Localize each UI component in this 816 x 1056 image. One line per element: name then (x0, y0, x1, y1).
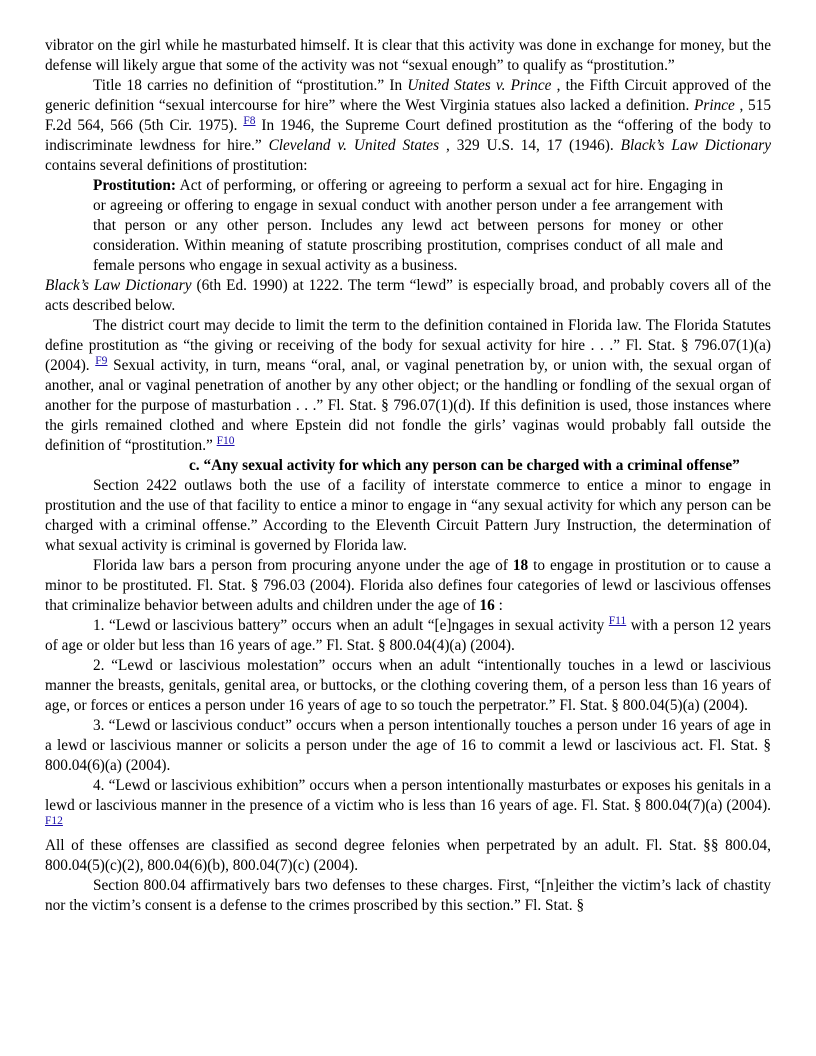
case-name: Prince (694, 97, 735, 114)
case-name: United States v. Prince (407, 77, 552, 94)
footnote-link-f10[interactable]: F10 (216, 435, 235, 447)
paragraph-defenses: Section 800.04 affirmatively bars two defenses to these charges. First, “[n]either the victim’s lack of chastity nor the victim’s consent is a defense to the crimes proscribed by this section.” Fl. Stat. § (45, 877, 771, 914)
list-item-3: 3. “Lewd or lascivious conduct” occurs when a person intentionally touches a person under 16 years of age in a lewd or lascivious manner or solicits a person under the age of 16 to commit a lewd or lascivious act. Fl. Stat. § 800.04(6)(a) (2004). (45, 717, 771, 774)
paragraph-section-2422: Section 2422 outlaws both the use of a facility of interstate commerce to entice a minor to engage in prostitution and the use of that facility to entice a minor to engage in “any sexual activity for which any person can be charged with a criminal offense.” According to the Eleventh Circuit Pattern Jury Instruction, the determination of what sexual activity is criminal is governed by Florida law. (45, 477, 771, 554)
section-heading: c. “Any sexual activity for which any person can be charged with a criminal offense” (189, 457, 740, 474)
footnote-link-f12[interactable]: F12 (45, 815, 63, 827)
dictionary-title: Black’s Law Dictionary (45, 277, 192, 294)
paragraph-citation: Black’s Law Dictionary (6th Ed. 1990) at 1222. The term “lewd” is especially broad, and probably covers all of the acts described below. (45, 277, 771, 314)
footnote-link-f9[interactable]: F9 (95, 355, 108, 367)
list-item-1: 1. “Lewd or lascivious battery” occurs when an adult “[e]ngages in sexual activity $^{F11}$ with a person 12 years of age or older but less than 16 years of age.” Fl. Stat. § 800.04(4)(a) (2004). (45, 615, 771, 654)
document-page (45, 36, 771, 916)
paragraph-florida-definition: The district court may decide to limit the term to the definition contained in Florida law. The Florida Statutes define prostitution as “the giving or receiving of the body for sexual activity for hire . . .” Fl. Stat. § 796.07(1)(a) (2004). $^{F9}$ Sexual activity, in turn, means “oral, anal, or vaginal penetration by, or union with, the sexual organ of another, anal or vaginal penetration of another by any other object; or the handling or fondling of the sexual organ of another for the purpose of masturbation . . .” Fl. Stat. § 796.07(1)(d). If this definition is used, those instances where the girls remained clothed and where Epstein did not fondle the girls’ vaginas would probably fall outside the definition of “prostitution.” $^{F10}$ (45, 317, 771, 454)
case-name: Cleveland v. United States (268, 137, 440, 154)
paragraph-continuation: vibrator on the girl while he masturbated himself. It is clear that this activity was done in exchange for money, but the defense will likely argue that some of the activity was not “sexual enough” to qualify as “prostitution.” (45, 37, 771, 74)
footnote-link-f8[interactable]: F8 (243, 115, 256, 127)
definition-term: Prostitution: (93, 177, 176, 194)
dictionary-title: Black’s Law Dictionary (620, 137, 771, 154)
list-item-2: 2. “Lewd or lascivious molestation” occurs when an adult “intentionally touches in a lewd or lascivious manner the breasts, genitals, genital area, or buttocks, or the clothing covering them, of a person less than 16 years of age, or forces or entices a person under 16 years of age to so touch the perpetrator.” Fl. Stat. § 800.04(5)(a) (2004). (45, 657, 771, 714)
paragraph-felonies: All of these offenses are classified as second degree felonies when perpetrated by an adult. Fl. Stat. §§ 800.04, 800.04(5)(c)(2), 800.04(6)(b), 800.04(7)(c) (2004). (45, 837, 771, 874)
footnote-link-f11[interactable]: F11 (608, 615, 627, 627)
list-item-4: 4. “Lewd or lascivious exhibition” occurs when a person intentionally masturbates or exposes his genitals in a lewd or lascivious manner in the presence of a victim who is less than 16 years of age. Fl. Stat. § 800.04(7)(a) (2004). $^{F12}$ (45, 777, 771, 827)
paragraph-florida-law: Florida law bars a person from procuring anyone under the age of 18 to engage in prostitution or to cause a minor to be prostituted. Fl. Stat. § 796.03 (2004). Florida also defines four categories of lewd or lascivious offenses that criminalize behavior between adults and children under the age of 16 : (45, 557, 771, 614)
paragraph-title18: Title 18 carries no definition of “prostitution.” In United States v. Prince , the Fifth Circuit approved of the generic definition “sexual intercourse for hire” where the West Virginia statues also lacked a definition. Prince , 515 F.2d 564, 566 (5th Cir. 1975). $^{F8}$ In 1946, the Supreme Court defined prostitution as the “offering of the body to indiscriminate lewdness for hire.” Cleveland v. United States , 329 U.S. 14, 17 (1946). Black’s Law Dictionary contains several definitions of prostitution: (45, 77, 771, 174)
block-quote-definition: Prostitution: Act of performing, or offering or agreeing to perform a sexual act for hire. Engaging in or agreeing or offering to engage in sexual conduct with another person under a fee arrangement with that person or any other person. Includes any lewd act between persons for money or other consideration. Within meaning of statute proscribing prostitution, comprises conduct of all male and female persons who engage in sexual activity as a business. (93, 177, 723, 274)
